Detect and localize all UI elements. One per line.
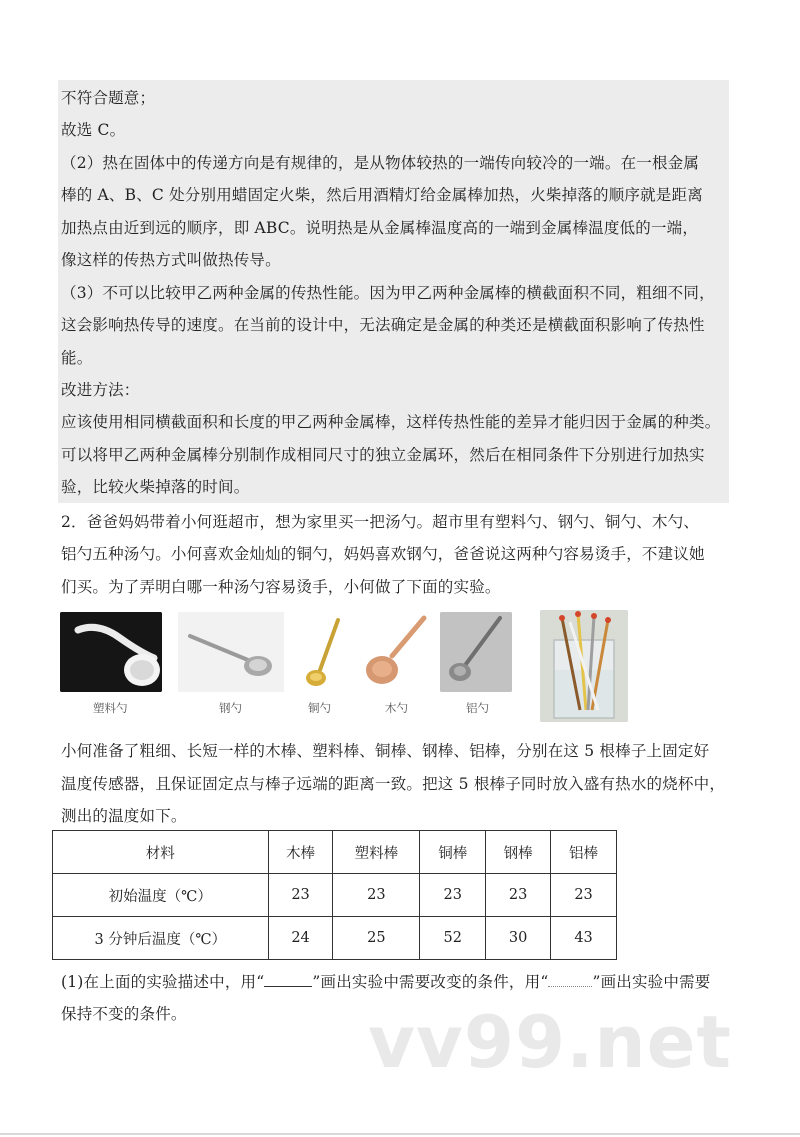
table-header-cell: 铜棒 (420, 831, 486, 874)
table-cell: 3 分钟后温度（℃） (53, 917, 269, 960)
answer-line: 可以将甲乙两种金属棒分别制作成相同尺寸的独立金属环，然后在相同条件下分别进行加热实 (61, 446, 705, 464)
answer-line: 加热点由近到远的顺序，即 ABC。说明热是从金属棒温度高的一端到金属棒温度低的一端， (61, 219, 699, 237)
image-caption: 钢勺 (219, 701, 242, 715)
table-header-cell: 木棒 (268, 831, 333, 874)
beaker-rods-image (540, 610, 628, 722)
answer-line: 不符合题意； (61, 89, 156, 107)
table-cell: 23 (551, 874, 617, 917)
table-cell: 25 (333, 917, 420, 960)
question-line: 们买。为了弄明白哪一种汤勺容易烫手，小何做了下面的实验。 (61, 578, 501, 596)
table-row (53, 917, 617, 960)
image-caption: 铜勺 (308, 701, 331, 715)
page-bottom-divider (0, 1133, 800, 1135)
table-header-cell: 材料 (53, 831, 269, 874)
answer-line: 应该使用相同横截面积和长度的甲乙两种金属棒，这样传热性能的差异才能归因于金属的种类。 (61, 413, 721, 431)
answer-line: 改进方法： (61, 381, 140, 399)
table-header-cell: 塑料棒 (333, 831, 420, 874)
table-cell: 43 (551, 917, 617, 960)
answer-line: 故选 C。 (61, 121, 126, 139)
wooden-spoon-image (358, 612, 434, 692)
answer-line: 这会影响热传导的速度。在当前的设计中，无法确定是金属的种类还是横截面积影响了传热性 (61, 316, 705, 334)
table-cell: 初始温度（℃） (53, 874, 269, 917)
underline-blank (264, 976, 312, 987)
table-header-cell: 铝棒 (551, 831, 617, 874)
table-cell: 23 (486, 874, 551, 917)
answer-line: 能。 (61, 349, 93, 367)
experiment-desc-line: 温度传感器，且保证固定点与棒子远端的距离一致。把这 5 根棒子同时放入盛有热水的烧杯中， (61, 775, 726, 793)
watermark: vv99.net (368, 1000, 732, 1084)
subquestion-text: (1)在上面的实验描述中，用“ (61, 973, 265, 991)
answer-line: （2）热在固体中的传递方向是有规律的，是从物体较热的一端传向较冷的一端。在一根金属 (61, 154, 700, 172)
table-header-cell: 钢棒 (486, 831, 551, 874)
wavy-underline-blank (548, 976, 592, 987)
answer-line: 验，比较火柴掉落的时间。 (61, 478, 250, 496)
copper-spoon-image (298, 612, 348, 692)
image-caption: 木勺 (385, 701, 408, 715)
table-row (53, 874, 617, 917)
question-line: 2．爸爸妈妈带着小何逛超市，想为家里买一把汤勺。超市里有塑料勺、钢勺、铜勺、木勺、 (61, 513, 700, 531)
aluminum-spoon-image (440, 612, 512, 692)
question-line: 铝勺五种汤勺。小何喜欢金灿灿的铜勺，妈妈喜欢钢勺，爸爸说这两种勺容易烫手，不建议她 (61, 545, 705, 563)
image-caption: 铝勺 (466, 701, 489, 715)
table-cell: 23 (333, 874, 420, 917)
subquestion-line: 保持不变的条件。 (61, 1005, 187, 1023)
table-cell: 30 (486, 917, 551, 960)
subquestion-1 (61, 972, 710, 992)
answer-line: 棒的 A、B、C 处分别用蜡固定火柴，然后用酒精灯给金属棒加热，火柴掉落的顺序就是距离 (61, 186, 703, 204)
subquestion-text: ”画出实验中需要改变的条件，用“ (312, 973, 549, 991)
answer-line: （3）不可以比较甲乙两种金属的传热性能。因为甲乙两种金属棒的横截面积不同，粗细不同， (61, 284, 715, 302)
experiment-desc-line: 测出的温度如下。 (61, 807, 187, 825)
table-cell: 23 (420, 874, 486, 917)
experiment-desc-line: 小何准备了粗细、长短一样的木棒、塑料棒、铜棒、钢棒、铝棒，分别在这 5 根棒子上固定好 (61, 742, 710, 760)
table-cell: 52 (420, 917, 486, 960)
temperature-table (52, 830, 617, 960)
answer-line: 像这样的传热方式叫做热传导。 (61, 251, 281, 269)
plastic-spoon-image (60, 612, 162, 692)
table-header-row (53, 831, 617, 874)
image-caption: 塑料勺 (93, 701, 128, 715)
steel-spoon-image (178, 612, 284, 692)
subquestion-text: ”画出实验中需要 (592, 973, 711, 991)
table-cell: 23 (268, 874, 333, 917)
table-cell: 24 (268, 917, 333, 960)
